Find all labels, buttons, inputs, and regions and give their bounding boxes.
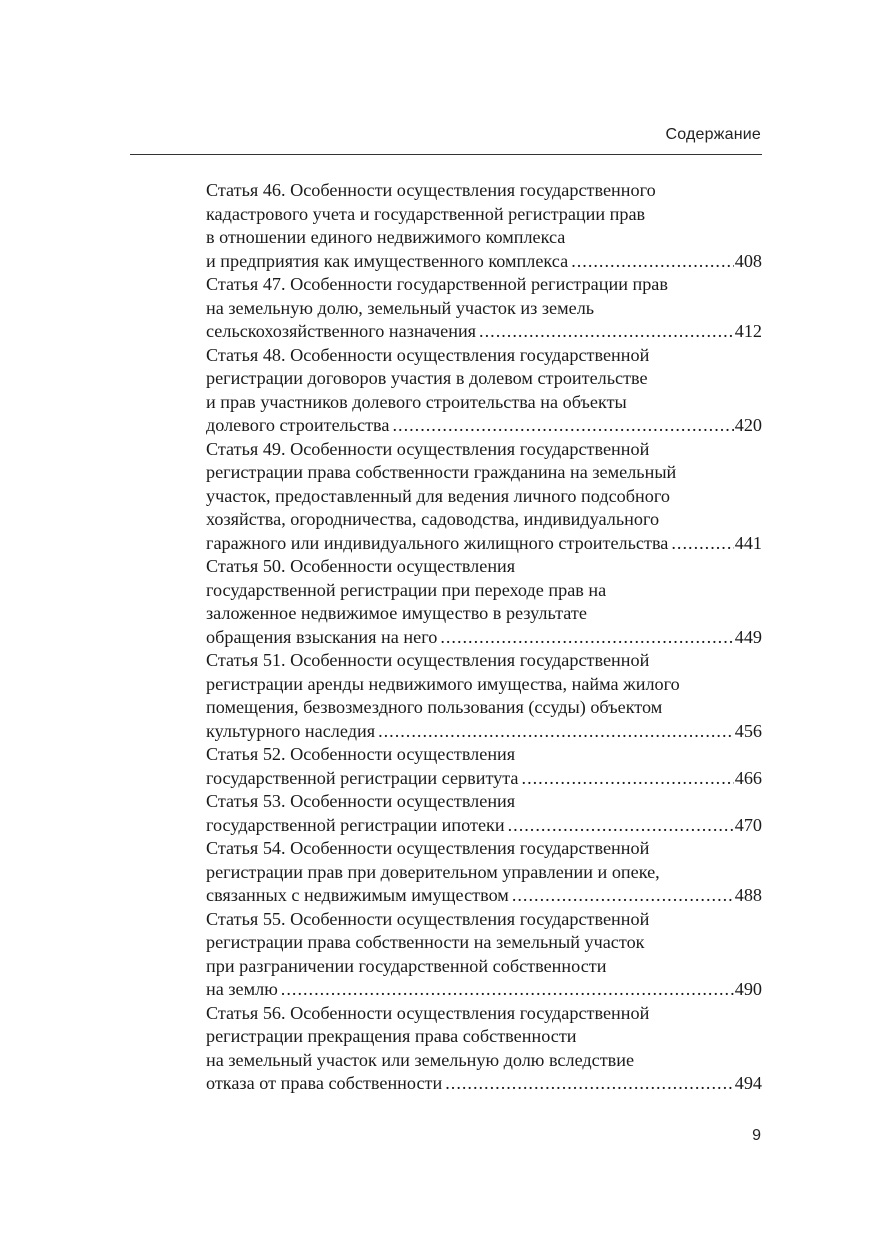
page-number: 9: [752, 1127, 761, 1144]
toc-entry-line: участок, предоставленный для ведения личного подсобного: [206, 485, 670, 506]
toc-entry-line: отказа от права собственности: [206, 1073, 443, 1093]
running-header-title: Содержание: [665, 126, 761, 143]
toc-entry-line: культурного наследия: [206, 720, 376, 741]
toc-entry-page: 466: [734, 767, 762, 788]
toc-entry-line: заложенное недвижимое имущество в результате: [206, 603, 587, 623]
toc-entry-line: Статья 51. Особенности осуществления государственной: [206, 650, 650, 670]
toc-entry-last-line: [206, 884, 762, 908]
toc-entry-page: 456: [734, 720, 762, 741]
toc-entry-line: Статья 48. Особенности осуществления государственной: [206, 344, 650, 365]
toc-entry: [206, 908, 762, 1002]
toc-entry-line: регистрации аренды недвижимого имущества, найма жилого: [206, 673, 680, 694]
toc-entry-line: кадастрового учета и государственной регистрации прав: [206, 203, 646, 224]
toc-entry: [206, 790, 762, 837]
toc-entry-last-line: [206, 414, 762, 438]
toc-entry: [206, 555, 762, 649]
toc-entry-line: обращения взыскания на него: [206, 626, 438, 647]
toc-entry-last-line: [206, 532, 762, 556]
toc-entry-line: Статья 53. Особенности осуществления: [206, 791, 516, 811]
dot-leader: [440, 626, 733, 650]
toc-entry-line: и предприятия как имущественного комплекса: [206, 250, 569, 271]
dot-leader: [392, 414, 733, 438]
toc-entry: [206, 273, 762, 344]
dot-leader: [508, 814, 734, 838]
toc-entry-line: гаражного или индивидуального жилищного строительства: [206, 532, 669, 553]
toc-entry-line: при разграничении государственной собственности: [206, 955, 607, 976]
toc-entry-page: 494: [734, 1073, 762, 1093]
toc-entry-line: сельскохозяйственного назначения: [206, 321, 477, 341]
toc-entry-last-line: [206, 250, 762, 274]
toc-entry-line: долевого строительства: [206, 415, 390, 435]
toc-entry-page: 488: [734, 885, 762, 905]
table-of-contents: [206, 179, 762, 1096]
dot-leader: [378, 720, 734, 744]
toc-entry-last-line: [206, 626, 762, 650]
toc-entry-line: хозяйства, огородничества, садоводства, индивидуального: [206, 509, 660, 529]
toc-entry-line: в отношении единого недвижимого комплекса: [206, 227, 566, 247]
toc-entry-page: 449: [734, 626, 762, 647]
toc-entry-line: Статья 54. Особенности осуществления государственной: [206, 838, 650, 858]
toc-entry-last-line: [206, 320, 762, 344]
dot-leader: [479, 320, 734, 344]
toc-entry: [206, 743, 762, 790]
dot-leader: [445, 1072, 734, 1096]
toc-entry-line: на землю: [206, 979, 278, 999]
toc-entry-last-line: [206, 814, 762, 838]
toc-entry-line: Статья 55. Особенности осуществления государственной: [206, 908, 650, 929]
toc-entry-line: помещения, безвозмездного пользования (ссуды) объектом: [206, 697, 663, 717]
toc-entry: [206, 1002, 762, 1096]
toc-entry-line: государственной регистрации при переходе прав на: [206, 579, 607, 600]
toc-entry-line: государственной регистрации ипотеки: [206, 814, 505, 835]
toc-entry-line: Статья 52. Особенности осуществления: [206, 744, 516, 764]
toc-entry-page: 490: [734, 979, 762, 999]
toc-entry-page: 408: [734, 250, 762, 271]
toc-entry-page: 441: [734, 532, 762, 553]
toc-entry: [206, 438, 762, 556]
dot-leader: [571, 250, 734, 274]
toc-entry-line: связанных с недвижимым имуществом: [206, 885, 509, 905]
toc-entry-last-line: [206, 767, 762, 791]
toc-entry-line: Статья 56. Особенности осуществления государственной: [206, 1002, 650, 1023]
toc-entry: [206, 344, 762, 438]
toc-entry-line: регистрации договоров участия в долевом строительстве: [206, 368, 648, 388]
toc-entry-last-line: [206, 720, 762, 744]
toc-entry-line: Статья 49. Особенности осуществления государственной: [206, 438, 650, 459]
dot-leader: [671, 532, 733, 556]
toc-entry-line: на земельный участок или земельную долю вследствие: [206, 1049, 635, 1070]
toc-entry-page: 420: [734, 415, 762, 435]
toc-entry: [206, 179, 762, 273]
dot-leader: [522, 767, 734, 791]
toc-entry: [206, 837, 762, 908]
toc-entry-line: регистрации прекращения права собственности: [206, 1026, 577, 1046]
toc-entry-line: государственной регистрации сервитута: [206, 767, 519, 788]
toc-entry-last-line: [206, 1072, 762, 1096]
toc-entry-line: Статья 46. Особенности осуществления государственного: [206, 180, 656, 200]
toc-entry-line: регистрации прав при доверительном управлении и опеке,: [206, 861, 660, 882]
toc-entry-last-line: [206, 978, 762, 1002]
dot-leader: [512, 884, 734, 908]
toc-entry-line: Статья 50. Особенности осуществления: [206, 556, 516, 576]
toc-entry-line: на земельную долю, земельный участок из земель: [206, 297, 595, 318]
toc-entry-line: и прав участников долевого строительства на объекты: [206, 391, 627, 412]
toc-entry-line: регистрации права собственности на земельный участок: [206, 932, 645, 952]
header-divider: [130, 154, 762, 155]
dot-leader: [281, 978, 734, 1002]
toc-entry-line: регистрации права собственности гражданина на земельный: [206, 462, 677, 482]
toc-entry-line: Статья 47. Особенности государственной регистрации прав: [206, 274, 668, 294]
toc-entry-page: 470: [734, 814, 762, 835]
toc-entry-page: 412: [734, 321, 762, 341]
toc-entry: [206, 649, 762, 743]
